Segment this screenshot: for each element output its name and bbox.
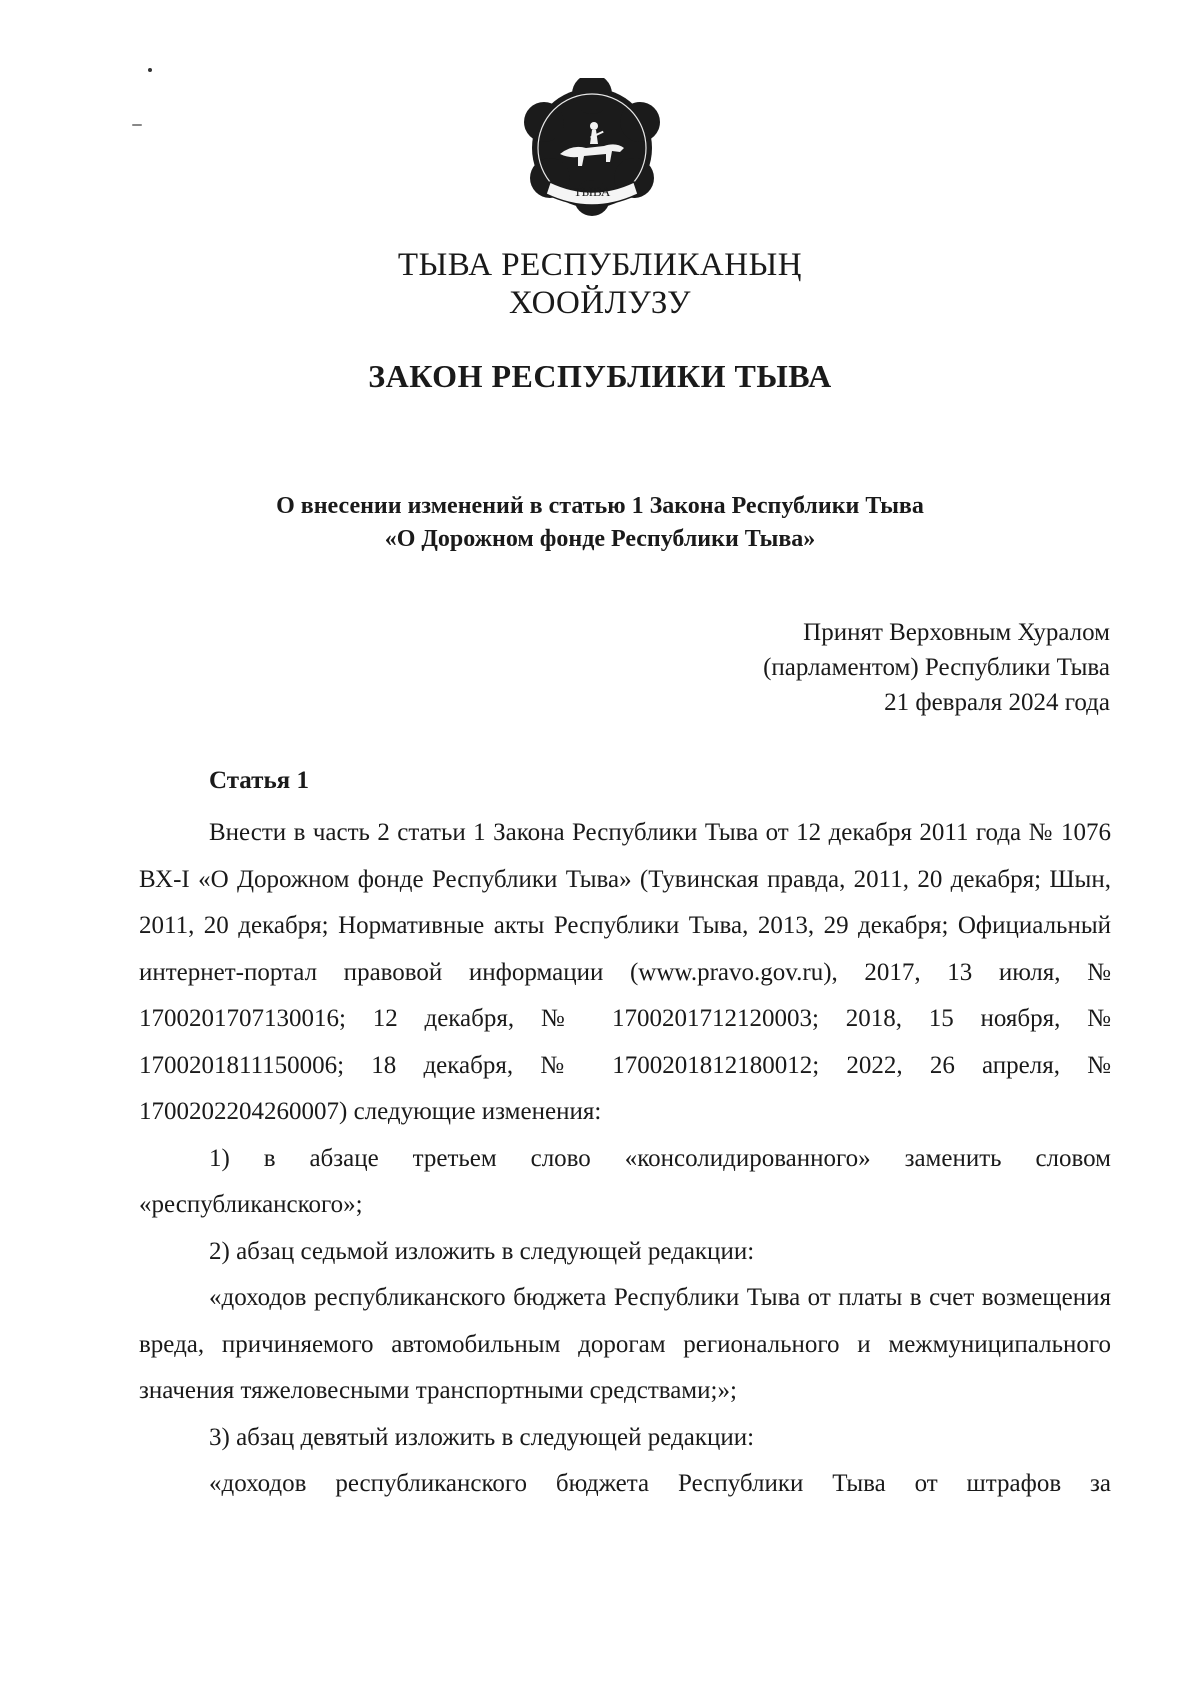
article-paragraph: «доходов республиканского бюджета Республики Тыва от платы в счет возмещения вреда, причиняемого автомобильным дорогам регионального и межмуниципального значения тяжеловесными транспортными средствами;»; [139,1284,1111,1404]
law-title-tyvan-line1: ТЫВА РЕСПУБЛИКАНЫҢ [397,247,803,283]
law-title-tyvan [0,246,1200,322]
coat-of-arms-emblem [520,78,664,218]
emblem-ribbon-text: ТЫВА [573,184,611,199]
adoption-date: 21 февраля 2024 года [884,689,1110,716]
article-paragraph: «доходов республиканского бюджета Республики Тыва от штрафов за [209,1470,1111,1497]
article-paragraph: Внести в часть 2 статьи 1 Закона Республики Тыва от 12 декабря 2011 года № 1076 ВХ-I «О Дорожном фонде Республики Тыва» (Тувинская правда, 2011, 20 декабря; Шын, 2011, 20 декабря; Нормативные акты Республики Тыва, 2013, 29 декабря; Официальный интернет-портал правовой информации (www.pravo.gov.ru), 2017, 13 июля, № 1700201707130016; 12 декабря, № 1700201712120003; 2018, 15 ноября, № 1700201811150006; 18 декабря, № 1700201812180012; 2022, 26 апреля, № 1700202204260007) следующие изменения: [139,819,1111,1125]
adoption-line1: Принят Верховным Хуралом [803,619,1110,646]
adoption-block [763,615,1110,720]
law-subject-line2: «О Дорожном фонде Республики Тыва» [384,526,816,552]
law-subject [0,490,1200,556]
article-paragraph: 2) абзац седьмой изложить в следующей редакции: [209,1237,755,1265]
law-title-tyvan-line2: ХООЙЛУЗУ [508,285,692,321]
adoption-line2: (парламентом) Республики Тыва [763,654,1110,681]
article-title: Статья 1 [209,767,309,794]
scan-speck [132,124,142,126]
article-paragraph: 3) абзац девятый изложить в следующей редакции: [209,1423,755,1451]
scan-speck [148,68,152,72]
law-subject-line1: О внесении изменений в статью 1 Закона Республики Тыва [276,493,924,519]
article-paragraph: 1) в абзаце третьем слово «консолидированного» заменить словом «республиканского»; [139,1144,1111,1218]
law-title-russian: ЗАКОН РЕСПУБЛИКИ ТЫВА [368,358,832,394]
article-body [139,810,1111,1508]
